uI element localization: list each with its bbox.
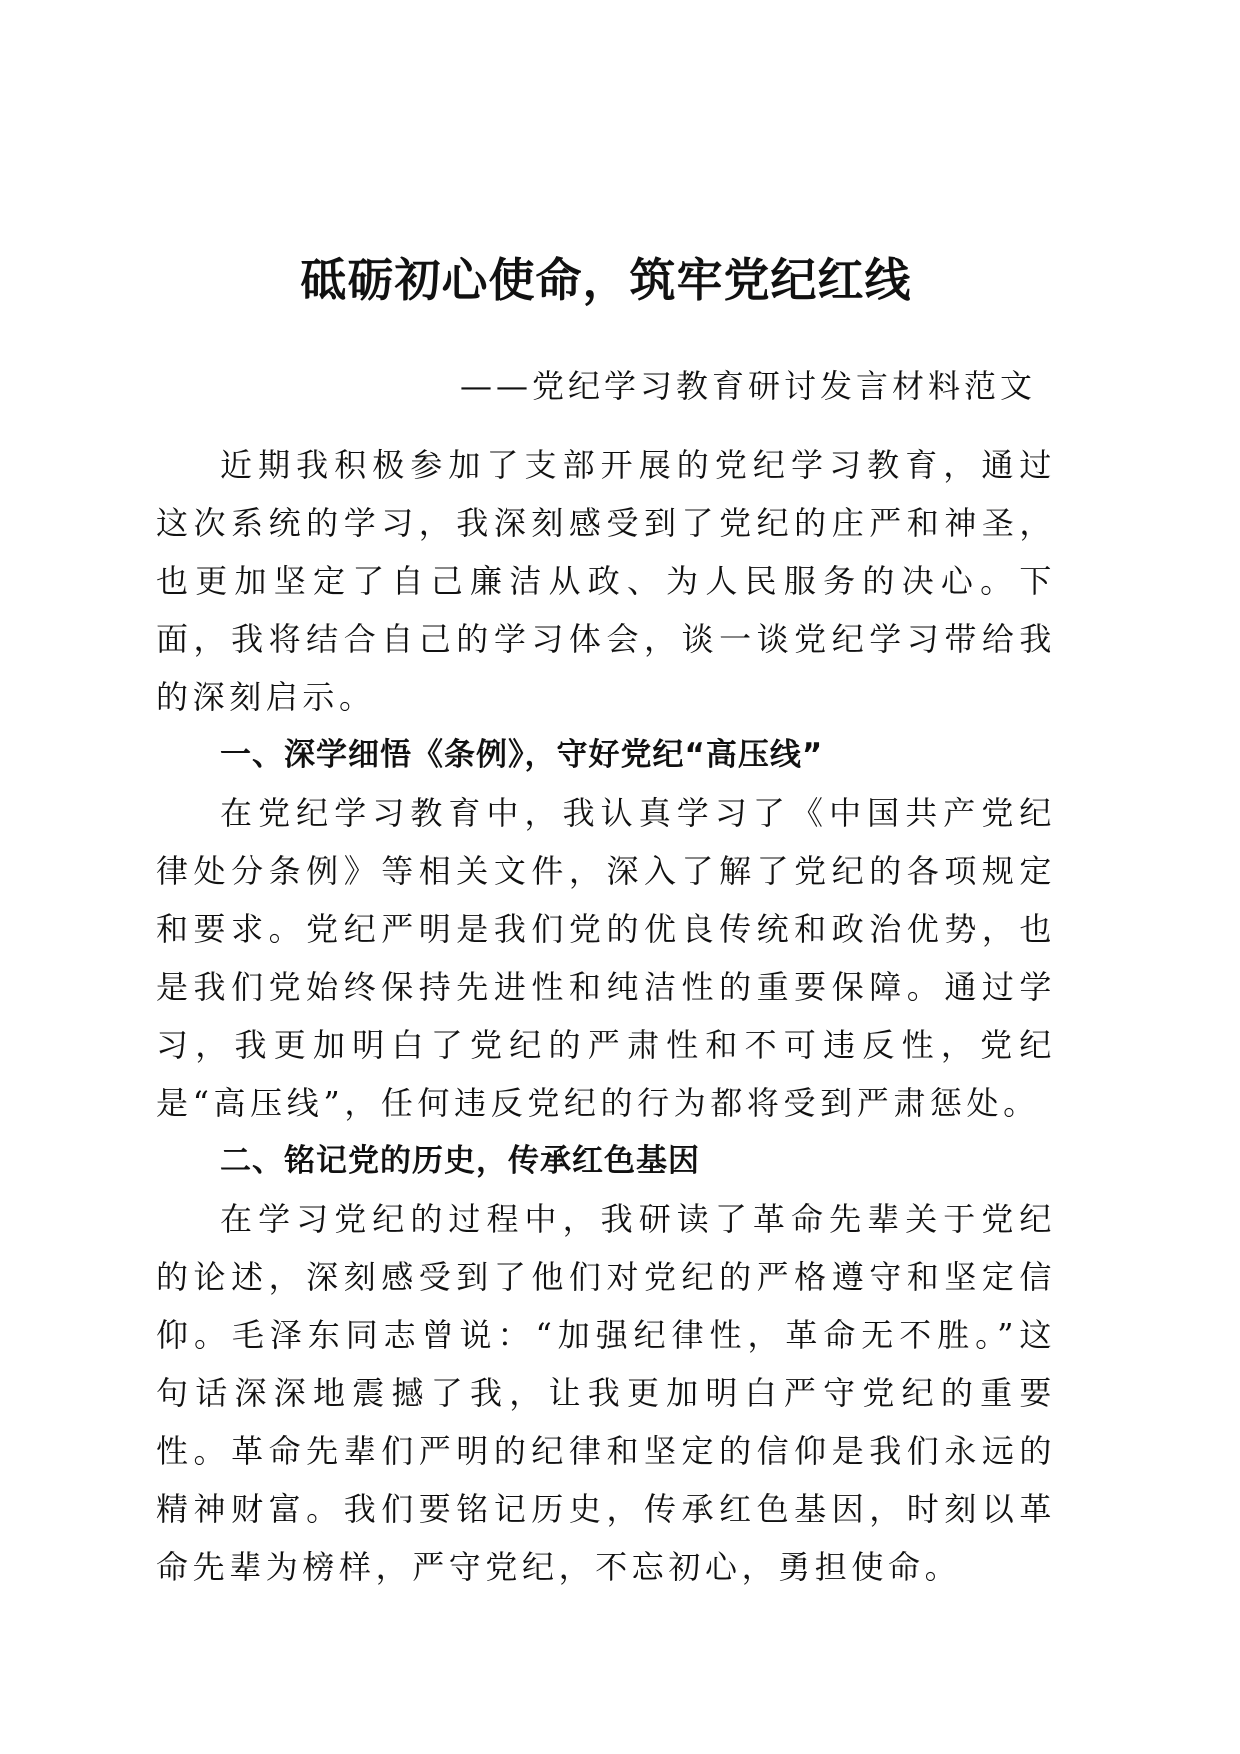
- section-heading-1: 一、深学细悟《条例》，守好党纪“高压线”: [220, 737, 824, 773]
- document-title: 砥砺初心使命，筑牢党纪红线: [300, 253, 912, 307]
- section-body-2: 在学习党纪的过程中，我研读了革命先辈关于党纪的论述，深刻感受到了他们对党纪的严格遵守和坚定信仰。毛泽东同志曾说：“加强纪律性，革命无不胜。”这句话深深地震撼了我，让我更加明白严守党纪的重要性。革命先辈们严明的纪律和坚定的信仰是我们永远的精神财富。我们要铭记历史，传承红色基因，时刻以革命先辈为榜样，严守党纪，不忘初心，勇担使命。: [156, 1200, 1056, 1586]
- document-page: [156, 248, 1056, 1596]
- section-heading-2: 二、铭记党的历史，传承红色基因: [220, 1143, 700, 1179]
- document-subtitle: ——党纪学习教育研讨发言材料范文: [459, 367, 1036, 405]
- intro-paragraph: 近期我积极参加了支部开展的党纪学习教育，通过这次系统的学习，我深刻感受到了党纪的庄严和神圣，也更加坚定了自己廉洁从政、为人民服务的决心。下面，我将结合自己的学习体会，谈一谈党纪学习带给我的深刻启示。: [156, 446, 1056, 716]
- section-body-1: 在党纪学习教育中，我认真学习了《中国共产党纪律处分条例》等相关文件，深入了解了党纪的各项规定和要求。党纪严明是我们党的优良传统和政治优势，也是我们党始终保持先进性和纯洁性的重要保障。通过学习，我更加明白了党纪的严肃性和不可违反性，党纪是“高压线”，任何违反党纪的行为都将受到严肃惩处。: [156, 794, 1056, 1122]
